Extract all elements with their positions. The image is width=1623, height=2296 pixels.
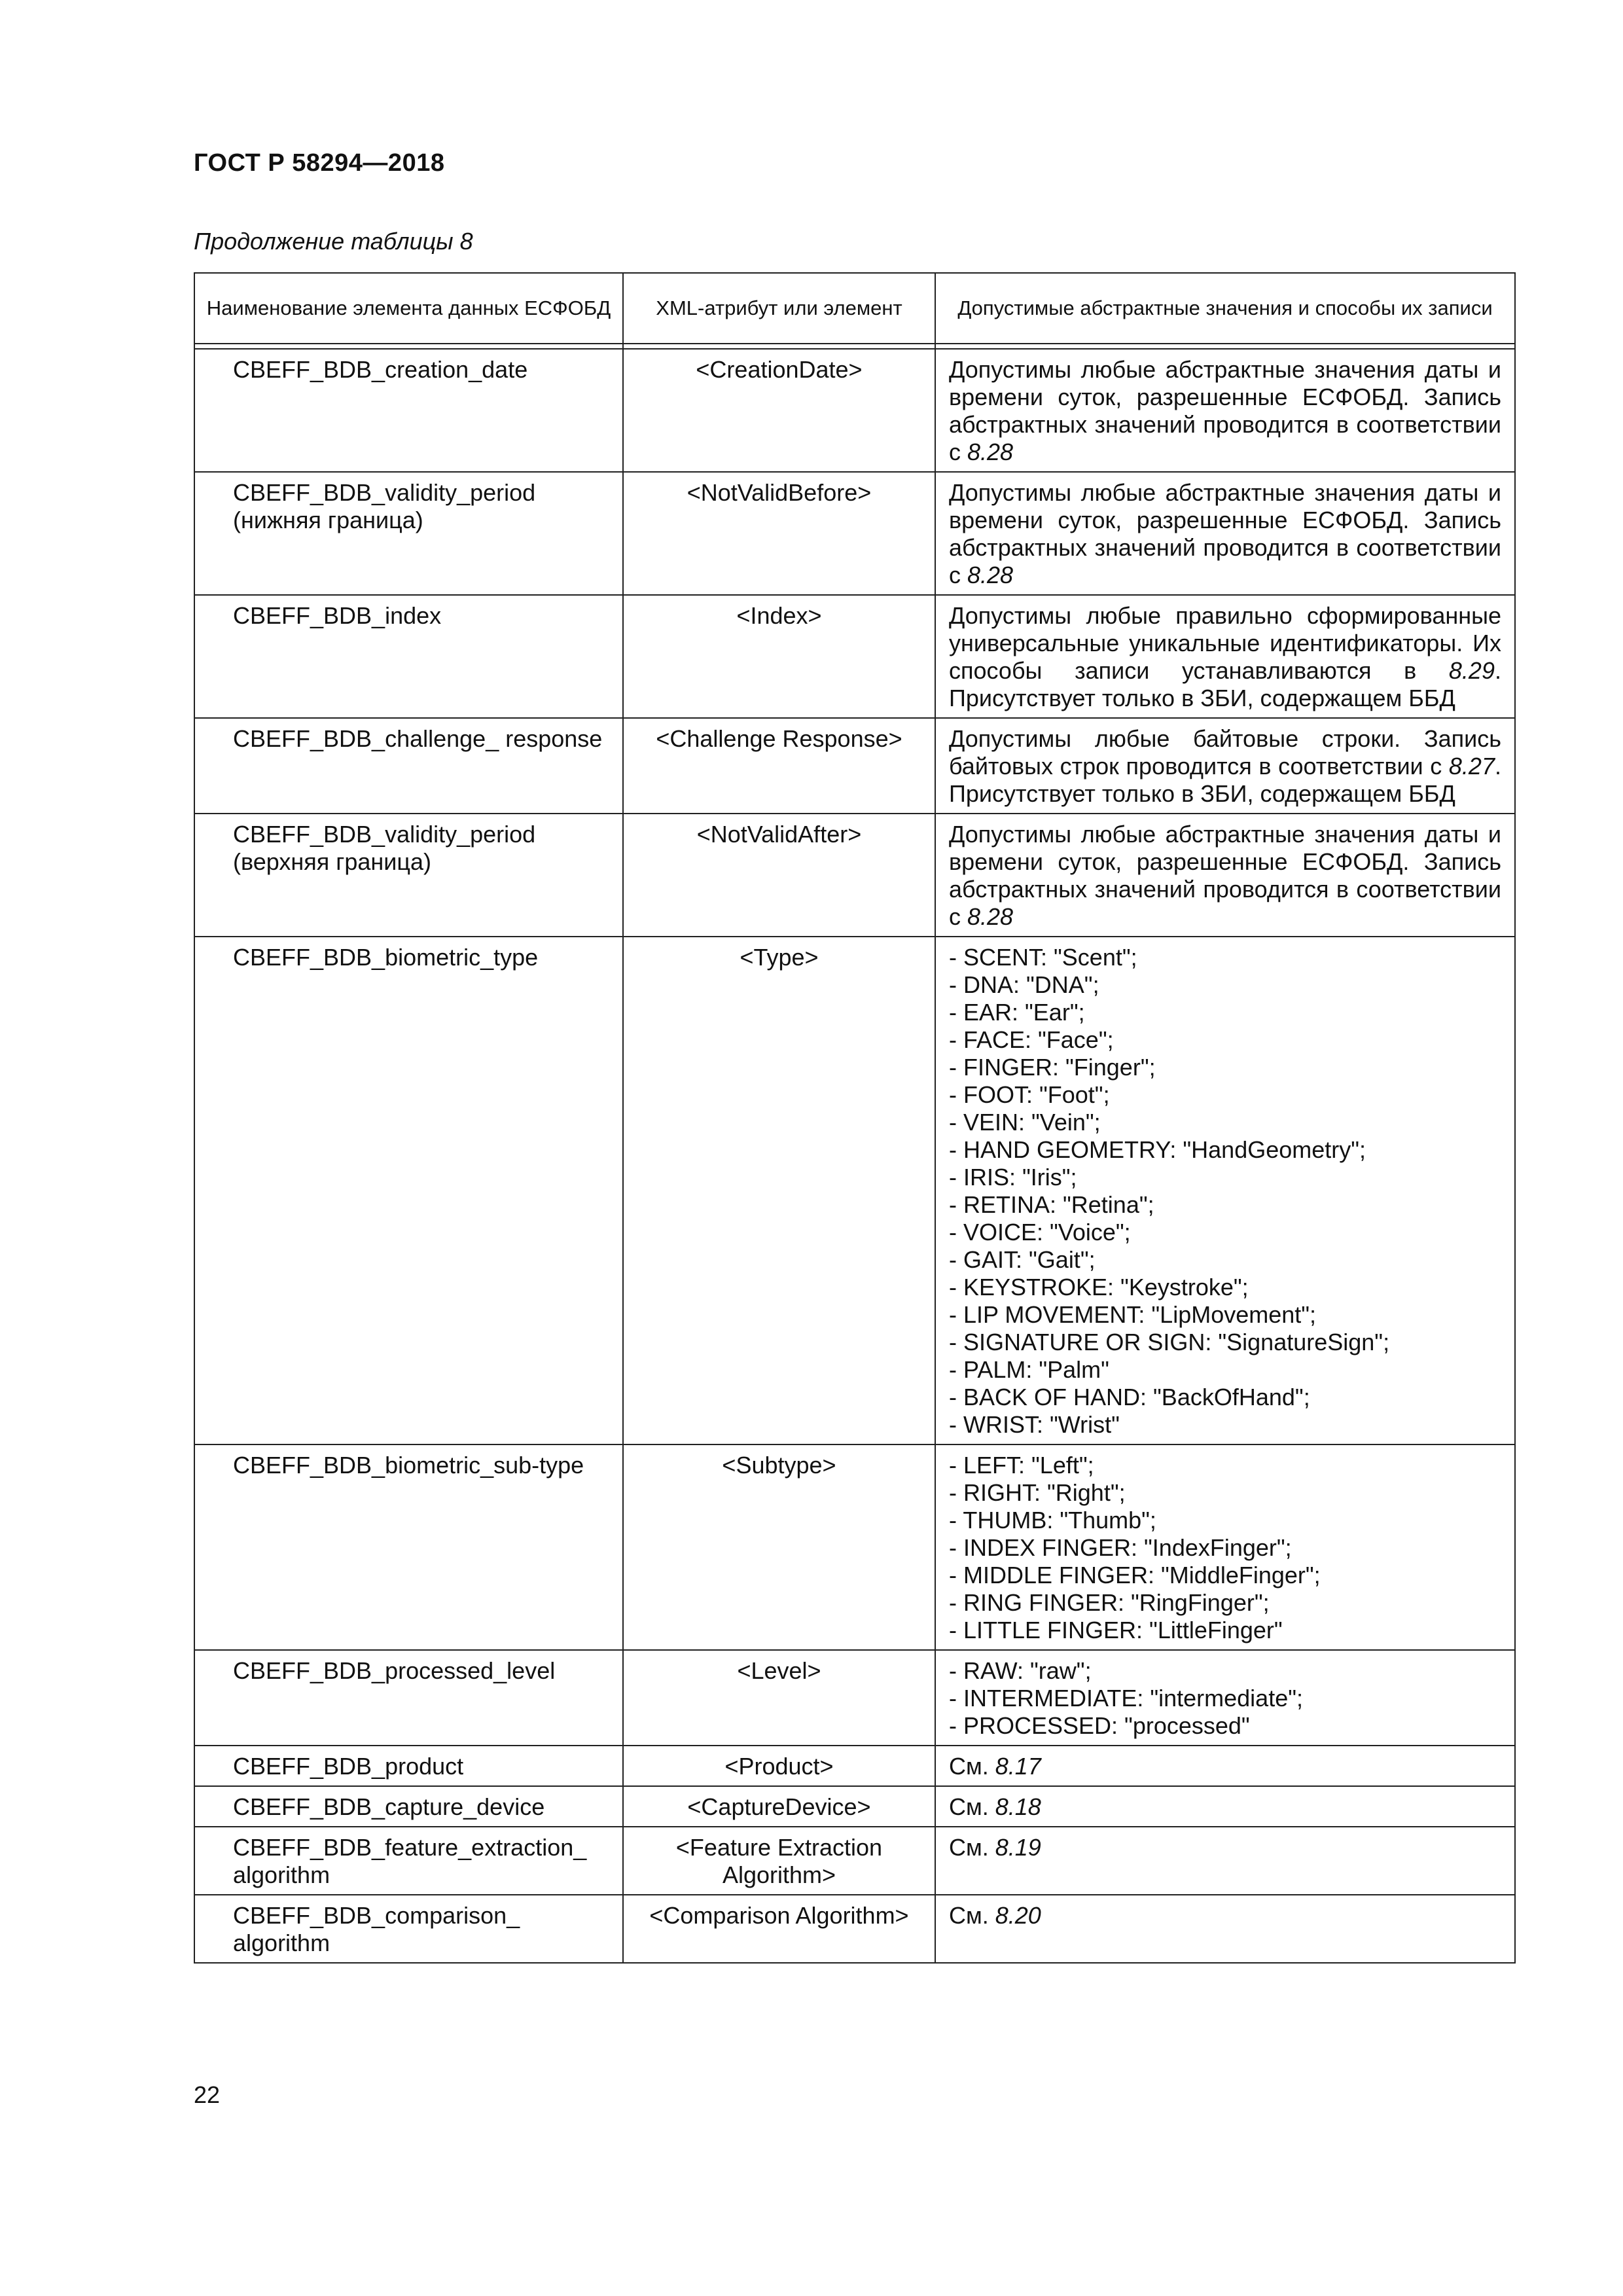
value-list-item: - FOOT: "Foot"; — [949, 1081, 1110, 1108]
value-list-item: - LEFT: "Left"; — [949, 1452, 1094, 1479]
value-list-item: - PALM: "Palm" — [949, 1356, 1109, 1383]
values-text: Допустимы любые байтовые строки. Запись байтовых строк проводится в соответствии с — [949, 725, 1501, 780]
column-header-xml: XML-атрибут или элемент — [623, 273, 935, 344]
xml-cell: <Feature Extraction Algorithm> — [623, 1827, 935, 1895]
xml-cell: <CaptureDevice> — [623, 1786, 935, 1827]
value-list-item: - THUMB: "Thumb"; — [949, 1507, 1156, 1534]
values-cell — [935, 1444, 1515, 1650]
table-row — [194, 937, 1515, 1444]
clause-ref: 8.17 — [995, 1753, 1041, 1780]
values-cell — [935, 937, 1515, 1444]
xml-cell: <CreationDate> — [623, 349, 935, 472]
values-cell — [935, 814, 1515, 937]
value-list-item: - VEIN: "Vein"; — [949, 1109, 1101, 1136]
table-row — [194, 1444, 1515, 1650]
clause-ref: 8.27 — [1448, 753, 1495, 780]
value-list-item: - KEYSTROKE: "Keystroke"; — [949, 1274, 1249, 1300]
value-list-item: - WRIST: "Wrist" — [949, 1411, 1120, 1438]
element-name-cell: CBEFF_BDB_biometric_type — [194, 937, 623, 1444]
value-list — [949, 1657, 1501, 1740]
values-text: Допустимы любые правильно сформированные универсальные уникальные идентификаторы. Их способы записи устанавливаются в — [949, 602, 1501, 684]
values-cell — [935, 1827, 1515, 1895]
table-row — [194, 1650, 1515, 1746]
element-name-cell: CBEFF_BDB_creation_date — [194, 349, 623, 472]
xml-cell: <Index> — [623, 595, 935, 718]
header-separator — [194, 344, 1515, 349]
values-text-after: . Присутствует только в ЗБИ, содержащем ББД — [949, 657, 1501, 711]
xml-cell: <Type> — [623, 937, 935, 1444]
xml-cell: <NotValidAfter> — [623, 814, 935, 937]
value-list-item: - RING FINGER: "RingFinger"; — [949, 1589, 1270, 1616]
value-list-item: - HAND GEOMETRY: "HandGeometry"; — [949, 1136, 1366, 1163]
xml-cell: <NotValidBefore> — [623, 472, 935, 595]
column-header-values: Допустимые абстрактные значения и способы их записи — [935, 273, 1515, 344]
element-name-cell: CBEFF_BDB_comparison_ algorithm — [194, 1895, 623, 1963]
element-name-cell: CBEFF_BDB_feature_extraction_ algorithm — [194, 1827, 623, 1895]
value-list — [949, 1452, 1501, 1644]
clause-ref: 8.20 — [995, 1902, 1041, 1929]
element-name-cell: CBEFF_BDB_challenge_ response — [194, 718, 623, 814]
value-list-item: - MIDDLE FINGER: "MiddleFinger"; — [949, 1562, 1321, 1588]
values-cell — [935, 1895, 1515, 1963]
value-list-item: - BACK OF HAND: "BackOfHand"; — [949, 1384, 1310, 1410]
clause-ref: 8.28 — [967, 903, 1014, 930]
xml-cell: <Level> — [623, 1650, 935, 1746]
xml-cell: <Challenge Response> — [623, 718, 935, 814]
clause-ref: 8.28 — [967, 562, 1014, 588]
value-list-item: - LITTLE FINGER: "LittleFinger" — [949, 1617, 1283, 1643]
value-list-item: - EAR: "Ear"; — [949, 999, 1085, 1026]
clause-ref: 8.18 — [995, 1793, 1041, 1820]
values-text-after: . Присутствует только в ЗБИ, содержащем ББД — [949, 753, 1501, 807]
value-list-item: - FINGER: "Finger"; — [949, 1054, 1156, 1081]
table-row — [194, 718, 1515, 814]
values-text: Допустимы любые абстрактные значения даты и времени суток, разрешенные ЕСФОБД. Запись абстрактных значений проводится в соответствии с — [949, 356, 1501, 465]
values-cell — [935, 1746, 1515, 1786]
table-row — [194, 349, 1515, 472]
table-caption: Продолжение таблицы 8 — [194, 228, 473, 255]
element-name-cell: CBEFF_BDB_capture_device — [194, 1786, 623, 1827]
table-row — [194, 1827, 1515, 1895]
value-list-item: - LIP MOVEMENT: "LipMovement"; — [949, 1301, 1317, 1328]
values-cell — [935, 349, 1515, 472]
element-name-cell: CBEFF_BDB_processed_level — [194, 1650, 623, 1746]
clause-ref: 8.19 — [995, 1834, 1041, 1861]
data-elements-table — [194, 272, 1516, 1964]
value-list-item: - SCENT: "Scent"; — [949, 944, 1137, 971]
value-list — [949, 944, 1501, 1439]
element-name-cell: CBEFF_BDB_biometric_sub-type — [194, 1444, 623, 1650]
table-row — [194, 814, 1515, 937]
see-text: См. — [949, 1834, 995, 1861]
table-header-row — [194, 273, 1515, 344]
values-cell — [935, 472, 1515, 595]
values-cell — [935, 718, 1515, 814]
table-row — [194, 1895, 1515, 1963]
element-name-cell: CBEFF_BDB_validity_period (верхняя граница) — [194, 814, 623, 937]
value-list-item: - PROCESSED: "processed" — [949, 1712, 1250, 1739]
see-text: См. — [949, 1793, 995, 1820]
value-list-item: - RIGHT: "Right"; — [949, 1479, 1126, 1506]
xml-cell: <Product> — [623, 1746, 935, 1786]
value-list-item: - RETINA: "Retina"; — [949, 1191, 1154, 1218]
values-cell — [935, 595, 1515, 718]
value-list-item: - FACE: "Face"; — [949, 1026, 1114, 1053]
element-name-cell: CBEFF_BDB_index — [194, 595, 623, 718]
value-list-item: - RAW: "raw"; — [949, 1657, 1092, 1684]
clause-ref: 8.28 — [967, 439, 1014, 465]
table-row — [194, 1786, 1515, 1827]
value-list-item: - IRIS: "Iris"; — [949, 1164, 1077, 1191]
table-row — [194, 595, 1515, 718]
see-text: См. — [949, 1902, 995, 1929]
see-text: См. — [949, 1753, 995, 1780]
table-row — [194, 472, 1515, 595]
value-list-item: - DNA: "DNA"; — [949, 971, 1099, 998]
value-list-item: - VOICE: "Voice"; — [949, 1219, 1131, 1246]
table-row — [194, 1746, 1515, 1786]
xml-cell: <Subtype> — [623, 1444, 935, 1650]
xml-cell: <Comparison Algorithm> — [623, 1895, 935, 1963]
value-list-item: - SIGNATURE OR SIGN: "SignatureSign"; — [949, 1329, 1390, 1355]
column-header-element-name: Наименование элемента данных ЕСФОБД — [194, 273, 623, 344]
values-cell — [935, 1786, 1515, 1827]
element-name-cell: CBEFF_BDB_validity_period (нижняя граница) — [194, 472, 623, 595]
value-list-item: - INDEX FINGER: "IndexFinger"; — [949, 1534, 1292, 1561]
values-text: Допустимы любые абстрактные значения даты и времени суток, разрешенные ЕСФОБД. Запись абстрактных значений проводится в соответствии с — [949, 821, 1501, 930]
clause-ref: 8.29 — [1448, 657, 1495, 684]
values-text: Допустимы любые абстрактные значения даты и времени суток, разрешенные ЕСФОБД. Запись абстрактных значений проводится в соответствии с — [949, 479, 1501, 588]
value-list-item: - GAIT: "Gait"; — [949, 1246, 1096, 1273]
page-number: 22 — [194, 2081, 221, 2108]
element-name-cell: CBEFF_BDB_product — [194, 1746, 623, 1786]
values-cell — [935, 1650, 1515, 1746]
value-list-item: - INTERMEDIATE: "intermediate"; — [949, 1685, 1304, 1712]
document-title: ГОСТ Р 58294—2018 — [194, 149, 445, 177]
